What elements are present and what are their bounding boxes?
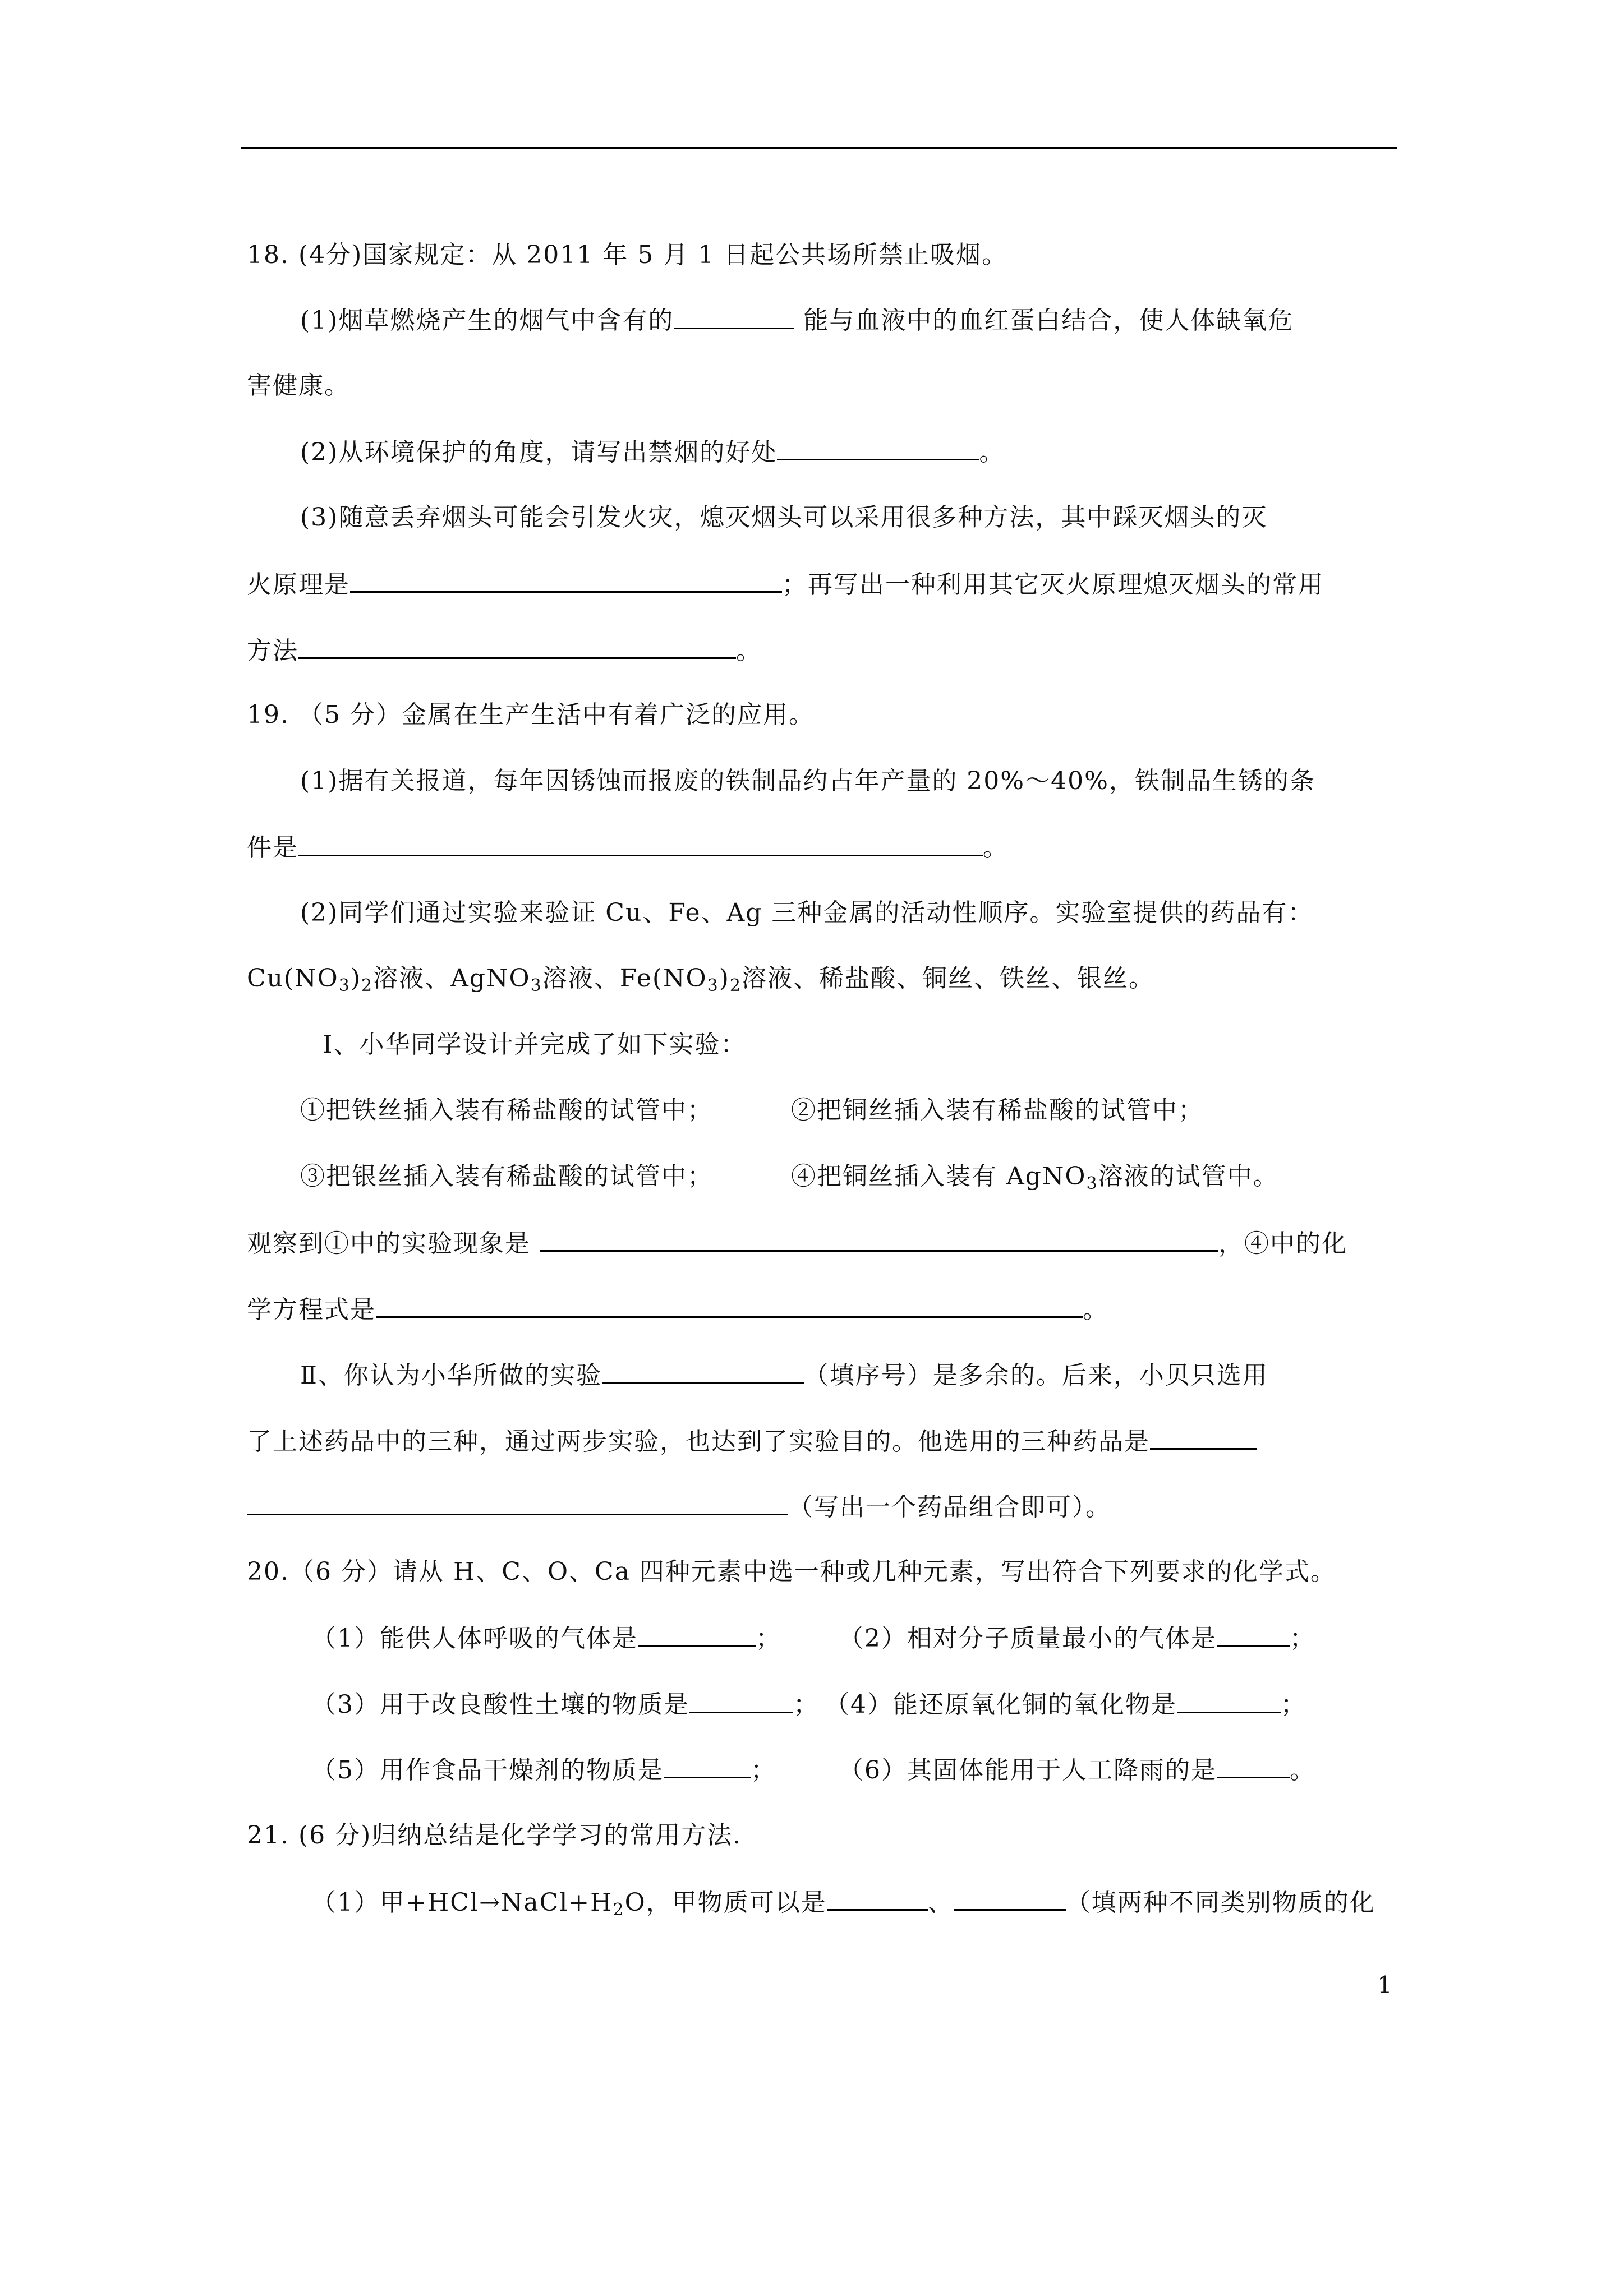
q18-part1-line2: 害健康。 [247,371,350,400]
q18-part2: (2)从环境保护的角度，请写出禁烟的好处 。 [300,435,1005,469]
q19-part2-line1: (2)同学们通过实验来验证 Cu、Fe、Ag 三种金属的活动性顺序。实验室提供的药品有： [300,898,1314,927]
answer-blank[interactable] [954,1884,1066,1911]
q18-part3-line1: (3)随意丢弃烟头可能会引发火灾，熄灭烟头可以采用很多种方法，其中踩灭烟头的灭 [300,503,1268,532]
answer-blank[interactable] [827,1884,928,1911]
answer-blank[interactable] [777,435,979,460]
answer-blank[interactable] [376,1292,1083,1318]
q19-section-ii-line3: （写出一个药品组合即可）。 [247,1489,1111,1524]
answer-blank[interactable] [298,633,736,659]
answer-blank[interactable] [1150,1423,1257,1450]
answer-blank[interactable] [1217,1621,1290,1647]
q19-observation-line2: 学方程式是 。 [247,1292,1108,1327]
q21-part1: （1）甲$+HCl\to NaCl+H_2O$，甲物质可以是 、 （填两种不同类别物质的化 [311,1884,1375,1927]
q19-section-i-title: Ⅰ、小华同学设计并完成了如下实验： [323,1030,747,1059]
q19-section-ii-line2: 了上述药品中的三种，通过两步实验，也达到了实验目的。他选用的三种药品是 [247,1423,1257,1459]
header-rule [241,147,1397,149]
answer-blank[interactable] [1177,1687,1281,1713]
q20-title: 20.（6 分）请从 H、C、O、Ca 四种元素中选一种或几种元素，写出符合下列要求的化学式。 [247,1557,1336,1586]
answer-blank[interactable] [1217,1753,1290,1778]
answer-blank[interactable] [247,1489,788,1515]
q18-part3-line2: 火原理是 ；再写出一种利用其它灭火原理熄灭烟头的常用 [247,566,1324,602]
q19-experiment-3: ③把银丝插入装有稀盐酸的试管中； [300,1162,713,1191]
q19-part1-line1: (1)据有关报道，每年因锈蚀而报废的铁制品约占年产量的 20%～40%，铁制品生锈的条 [300,767,1315,795]
q19-observation-line1: 观察到①中的实验现象是 ，④中的化 [247,1225,1347,1261]
answer-blank[interactable] [350,566,782,593]
q19-experiment-4: ④把铜丝插入装有 AgNO$_3$溶液的试管中。 [791,1162,1279,1193]
q19-title: 19. （5 分）金属在生产生活中有着广泛的应用。 [247,700,815,729]
q18-title: 18. (4分)国家规定：从 2011 年 5 月 1 日起公共场所禁止吸烟。 [247,241,1008,269]
answer-blank[interactable] [298,830,983,856]
q19-experiment-2: ②把铜丝插入装有稀盐酸的试管中； [791,1096,1204,1124]
q18-part3-line3: 方法 。 [247,633,762,668]
answer-blank[interactable] [638,1621,756,1647]
q20-item-2: （2）相对分子质量最小的气体是 ； [839,1621,1315,1656]
q20-item-3: （3）用于改良酸性土壤的物质是 ； [311,1687,819,1722]
answer-blank[interactable] [664,1753,751,1778]
answer-blank[interactable] [602,1357,804,1384]
q20-item-4: （4）能还原氧化铜的氧化物是 ； [825,1687,1306,1722]
q19-reagent-list: $Cu(NO_3)_2$溶液、AgNO$_3$溶液、$Fe(NO_3)_2$溶液、稀盐酸、铜丝、铁丝、银丝。 [247,964,1154,995]
page-number: 1 [1377,1971,1392,1999]
q20-item-6: （6）其固体能用于人工降雨的是 。 [839,1753,1315,1787]
answer-blank[interactable] [540,1225,1218,1252]
q19-section-ii-line1: Ⅱ、你认为小华所做的实验 （填序号）是多余的。后来，小贝只选用 [300,1357,1268,1393]
q18-part1-line1: (1)烟草燃烧产生的烟气中含有的 能与血液中的血红蛋白结合，使人体缺氧危 [300,303,1294,338]
q20-item-1: （1）能供人体呼吸的气体是 ； [311,1621,781,1656]
q21-title: 21. (6 分)归纳总结是化学学习的常用方法. [247,1821,742,1850]
answer-blank[interactable] [689,1687,793,1713]
answer-blank[interactable] [674,303,794,329]
q19-experiment-1: ①把铁丝插入装有稀盐酸的试管中； [300,1096,713,1124]
q20-item-5: （5）用作食品干燥剂的物质是 ； [311,1753,776,1787]
q19-part1-line2: 件是 。 [247,830,1009,865]
